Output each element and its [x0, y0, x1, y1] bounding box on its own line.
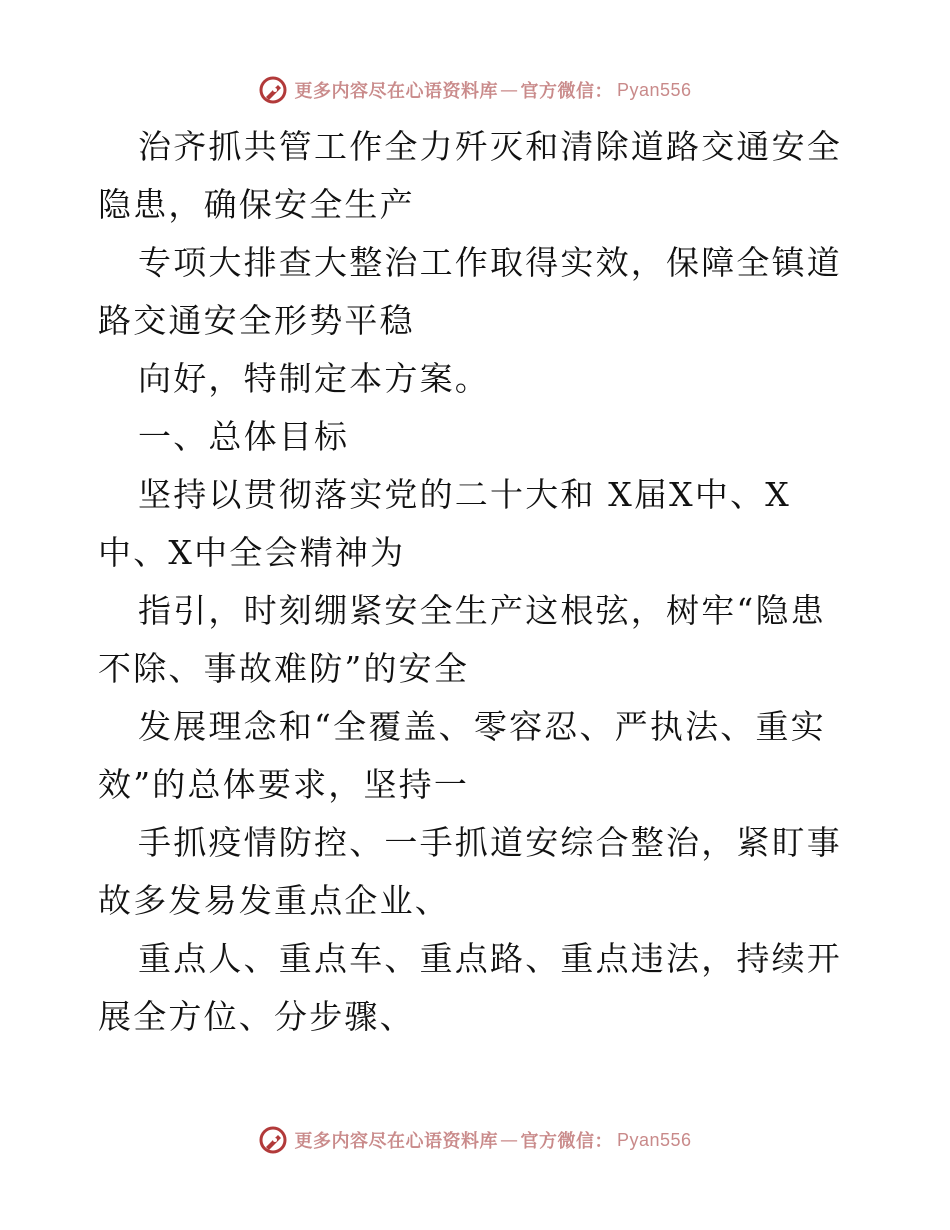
paragraph: 发展理念和“全覆盖、零容忍、严执法、重实效”的总体要求，坚持一: [98, 707, 826, 804]
watermark-text: 更多内容尽在心语资料库: [294, 81, 498, 102]
watermark-label: 官方微信：: [520, 81, 613, 102]
watermark-label: 官方微信：: [520, 1131, 613, 1152]
watermark-separator: —: [499, 1129, 519, 1151]
watermark-id: Pyan556: [616, 79, 692, 100]
pen-circle-logo-icon: [258, 75, 288, 105]
watermark-id: Pyan556: [616, 1129, 692, 1150]
section-heading: 一、总体目标: [138, 417, 350, 456]
paragraph: 坚持以贯彻落实党的二十大和 X届X中、X中、X中全会精神为: [98, 475, 791, 572]
paragraph: 治齐抓共管工作全力歼灭和清除道路交通安全隐患，确保安全生产: [98, 127, 842, 224]
paragraph: 向好，特制定本方案。: [138, 359, 490, 398]
pen-circle-logo-icon: [258, 1125, 288, 1155]
footer-watermark: [0, 1122, 950, 1158]
document-body: [98, 118, 858, 1046]
paragraph: 指引，时刻绷紧安全生产这根弦，树牢“隐患不除、事故难防”的安全: [98, 591, 826, 688]
header-watermark: [0, 72, 950, 108]
paragraph: 专项大排查大整治工作取得实效，保障全镇道路交通安全形势平稳: [98, 243, 842, 340]
paragraph: 重点人、重点车、重点路、重点违法，持续开展全方位、分步骤、: [98, 939, 842, 1036]
watermark-text: 更多内容尽在心语资料库: [294, 1131, 498, 1152]
paragraph: 手抓疫情防控、一手抓道安综合整治，紧盯事故多发易发重点企业、: [98, 823, 842, 920]
watermark-separator: —: [499, 79, 519, 101]
